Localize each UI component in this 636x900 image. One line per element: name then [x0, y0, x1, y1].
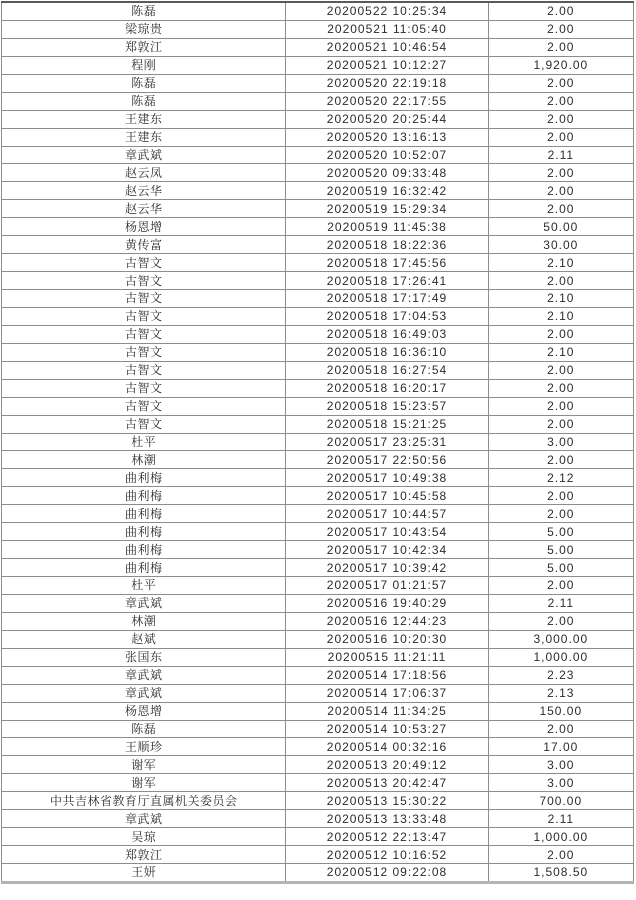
timestamp-cell: 20200518 16:36:10	[286, 343, 488, 361]
payer-name-cell: 杨恩增	[2, 702, 286, 720]
payer-name-cell: 张国东	[2, 648, 286, 666]
table-row	[2, 684, 634, 702]
payer-name-cell: 梁琼贵	[2, 20, 286, 38]
timestamp-cell: 20200513 20:42:47	[286, 774, 488, 792]
payer-name-cell: 章武斌	[2, 684, 286, 702]
amount-cell: 2.00	[488, 379, 633, 397]
timestamp-cell: 20200521 10:46:54	[286, 38, 488, 56]
table-row	[2, 415, 634, 433]
timestamp-cell: 20200517 22:50:56	[286, 451, 488, 469]
timestamp-cell: 20200513 13:33:48	[286, 810, 488, 828]
amount-cell: 2.00	[488, 325, 633, 343]
payer-name-cell: 吴琼	[2, 828, 286, 846]
table-row	[2, 720, 634, 738]
timestamp-cell: 20200518 18:22:36	[286, 236, 488, 254]
timestamp-cell: 20200517 23:25:31	[286, 433, 488, 451]
table-row	[2, 505, 634, 523]
timestamp-cell: 20200517 10:49:38	[286, 469, 488, 487]
timestamp-cell: 20200514 00:32:16	[286, 738, 488, 756]
table-row	[2, 343, 634, 361]
payer-name-cell: 郑敦江	[2, 846, 286, 864]
payer-name-cell: 曲利梅	[2, 469, 286, 487]
payer-name-cell: 曲利梅	[2, 505, 286, 523]
payer-name-cell: 古智文	[2, 325, 286, 343]
table-row	[2, 272, 634, 290]
table-row	[2, 146, 634, 164]
timestamp-cell: 20200520 10:52:07	[286, 146, 488, 164]
payer-name-cell: 王建东	[2, 110, 286, 128]
table-row	[2, 541, 634, 559]
table-row	[2, 433, 634, 451]
table-row	[2, 451, 634, 469]
payer-name-cell: 章武斌	[2, 594, 286, 612]
table-row	[2, 864, 634, 883]
table-row	[2, 397, 634, 415]
timestamp-cell: 20200512 10:16:52	[286, 846, 488, 864]
amount-cell: 2.00	[488, 451, 633, 469]
payer-name-cell: 林潮	[2, 451, 286, 469]
amount-cell: 2.10	[488, 254, 633, 272]
table-row	[2, 74, 634, 92]
timestamp-cell: 20200516 12:44:23	[286, 612, 488, 630]
timestamp-cell: 20200517 01:21:57	[286, 577, 488, 595]
timestamp-cell: 20200514 17:18:56	[286, 666, 488, 684]
payer-name-cell: 古智文	[2, 290, 286, 308]
payer-name-cell: 章武斌	[2, 146, 286, 164]
amount-cell: 2.11	[488, 810, 633, 828]
table-row	[2, 20, 634, 38]
payer-name-cell: 古智文	[2, 361, 286, 379]
table-row	[2, 307, 634, 325]
payer-name-cell: 章武斌	[2, 666, 286, 684]
table-row	[2, 469, 634, 487]
payer-name-cell: 谢军	[2, 774, 286, 792]
payer-name-cell: 古智文	[2, 415, 286, 433]
timestamp-cell: 20200518 16:49:03	[286, 325, 488, 343]
amount-cell: 2.12	[488, 469, 633, 487]
table-row	[2, 612, 634, 630]
table-row	[2, 792, 634, 810]
amount-cell: 2.10	[488, 343, 633, 361]
timestamp-cell: 20200512 09:22:08	[286, 864, 488, 883]
payer-name-cell: 黄传富	[2, 236, 286, 254]
payer-name-cell: 陈磊	[2, 2, 286, 20]
timestamp-cell: 20200515 11:21:11	[286, 648, 488, 666]
payer-name-cell: 曲利梅	[2, 559, 286, 577]
timestamp-cell: 20200518 17:04:53	[286, 307, 488, 325]
table-row	[2, 290, 634, 308]
timestamp-cell: 20200517 10:42:34	[286, 541, 488, 559]
timestamp-cell: 20200514 17:06:37	[286, 684, 488, 702]
table-row	[2, 666, 634, 684]
table-row	[2, 594, 634, 612]
table-row	[2, 200, 634, 218]
amount-cell: 2.00	[488, 505, 633, 523]
table-row	[2, 648, 634, 666]
table-row	[2, 92, 634, 110]
table-row	[2, 846, 634, 864]
payer-name-cell: 赵云凤	[2, 164, 286, 182]
table-row	[2, 828, 634, 846]
amount-cell: 2.00	[488, 38, 633, 56]
table-row	[2, 630, 634, 648]
timestamp-cell: 20200522 10:25:34	[286, 2, 488, 20]
amount-cell: 2.00	[488, 720, 633, 738]
payer-name-cell: 古智文	[2, 254, 286, 272]
table-row	[2, 110, 634, 128]
table-row	[2, 379, 634, 397]
payer-name-cell: 王妍	[2, 864, 286, 883]
amount-cell: 2.00	[488, 182, 633, 200]
timestamp-cell: 20200517 10:44:57	[286, 505, 488, 523]
amount-cell: 1,000.00	[488, 648, 633, 666]
payer-name-cell: 杨恩增	[2, 218, 286, 236]
amount-cell: 2.00	[488, 361, 633, 379]
amount-cell: 30.00	[488, 236, 633, 254]
table-row	[2, 254, 634, 272]
amount-cell: 2.00	[488, 487, 633, 505]
table-body	[2, 2, 634, 882]
table-row	[2, 810, 634, 828]
payer-name-cell: 赵云华	[2, 182, 286, 200]
amount-cell: 2.10	[488, 307, 633, 325]
timestamp-cell: 20200518 17:45:56	[286, 254, 488, 272]
amount-cell: 2.00	[488, 92, 633, 110]
amount-cell: 1,508.50	[488, 864, 633, 883]
payer-name-cell: 陈磊	[2, 92, 286, 110]
amount-cell: 2.10	[488, 290, 633, 308]
table-row	[2, 702, 634, 720]
amount-cell: 2.11	[488, 146, 633, 164]
table-row	[2, 487, 634, 505]
amount-cell: 2.00	[488, 612, 633, 630]
timestamp-cell: 20200516 10:20:30	[286, 630, 488, 648]
amount-cell: 17.00	[488, 738, 633, 756]
timestamp-cell: 20200520 22:17:55	[286, 92, 488, 110]
amount-cell: 2.23	[488, 666, 633, 684]
timestamp-cell: 20200519 15:29:34	[286, 200, 488, 218]
amount-cell: 2.00	[488, 128, 633, 146]
timestamp-cell: 20200514 10:53:27	[286, 720, 488, 738]
payer-name-cell: 杜平	[2, 433, 286, 451]
amount-cell: 3.00	[488, 756, 633, 774]
amount-cell: 2.00	[488, 415, 633, 433]
payer-name-cell: 程刚	[2, 56, 286, 74]
timestamp-cell: 20200517 10:39:42	[286, 559, 488, 577]
payer-name-cell: 林潮	[2, 612, 286, 630]
table-row	[2, 756, 634, 774]
payer-name-cell: 中共吉林省教育厅直属机关委员会	[2, 792, 286, 810]
payer-name-cell: 曲利梅	[2, 541, 286, 559]
timestamp-cell: 20200520 13:16:13	[286, 128, 488, 146]
timestamp-cell: 20200517 10:45:58	[286, 487, 488, 505]
transactions-table	[1, 1, 634, 884]
timestamp-cell: 20200518 15:23:57	[286, 397, 488, 415]
payer-name-cell: 陈磊	[2, 74, 286, 92]
timestamp-cell: 20200519 11:45:38	[286, 218, 488, 236]
table-row	[2, 738, 634, 756]
amount-cell: 1,920.00	[488, 56, 633, 74]
payer-name-cell: 郑敦江	[2, 38, 286, 56]
payer-name-cell: 赵云华	[2, 200, 286, 218]
timestamp-cell: 20200518 17:26:41	[286, 272, 488, 290]
amount-cell: 2.00	[488, 164, 633, 182]
payer-name-cell: 古智文	[2, 397, 286, 415]
amount-cell: 2.00	[488, 2, 633, 20]
timestamp-cell: 20200517 10:43:54	[286, 523, 488, 541]
table-row	[2, 774, 634, 792]
timestamp-cell: 20200518 16:20:17	[286, 379, 488, 397]
amount-cell: 2.13	[488, 684, 633, 702]
amount-cell: 5.00	[488, 541, 633, 559]
payer-name-cell: 陈磊	[2, 720, 286, 738]
amount-cell: 2.00	[488, 74, 633, 92]
payer-name-cell: 谢军	[2, 756, 286, 774]
timestamp-cell: 20200513 20:49:12	[286, 756, 488, 774]
payer-name-cell: 章武斌	[2, 810, 286, 828]
timestamp-cell: 20200518 16:27:54	[286, 361, 488, 379]
table-row	[2, 236, 634, 254]
table-row	[2, 325, 634, 343]
amount-cell: 150.00	[488, 702, 633, 720]
amount-cell: 1,000.00	[488, 828, 633, 846]
timestamp-cell: 20200521 11:05:40	[286, 20, 488, 38]
timestamp-cell: 20200518 15:21:25	[286, 415, 488, 433]
amount-cell: 2.00	[488, 272, 633, 290]
timestamp-cell: 20200518 17:17:49	[286, 290, 488, 308]
table-row	[2, 523, 634, 541]
timestamp-cell: 20200512 22:13:47	[286, 828, 488, 846]
amount-cell: 3.00	[488, 433, 633, 451]
table-row	[2, 38, 634, 56]
table-row	[2, 128, 634, 146]
amount-cell: 2.00	[488, 846, 633, 864]
amount-cell: 2.00	[488, 110, 633, 128]
payer-name-cell: 古智文	[2, 307, 286, 325]
timestamp-cell: 20200516 19:40:29	[286, 594, 488, 612]
payer-name-cell: 王建东	[2, 128, 286, 146]
amount-cell: 2.00	[488, 200, 633, 218]
table-row	[2, 2, 634, 20]
amount-cell: 5.00	[488, 559, 633, 577]
amount-cell: 2.00	[488, 20, 633, 38]
table-row	[2, 559, 634, 577]
payer-name-cell: 赵斌	[2, 630, 286, 648]
amount-cell: 2.00	[488, 577, 633, 595]
timestamp-cell: 20200521 10:12:27	[286, 56, 488, 74]
amount-cell: 700.00	[488, 792, 633, 810]
table-row	[2, 164, 634, 182]
payer-name-cell: 杜平	[2, 577, 286, 595]
table-row	[2, 56, 634, 74]
table-row	[2, 577, 634, 595]
timestamp-cell: 20200520 09:33:48	[286, 164, 488, 182]
amount-cell: 3.00	[488, 774, 633, 792]
timestamp-cell: 20200520 20:25:44	[286, 110, 488, 128]
amount-cell: 50.00	[488, 218, 633, 236]
payer-name-cell: 古智文	[2, 343, 286, 361]
timestamp-cell: 20200513 15:30:22	[286, 792, 488, 810]
table-row	[2, 218, 634, 236]
payer-name-cell: 曲利梅	[2, 487, 286, 505]
amount-cell: 5.00	[488, 523, 633, 541]
payer-name-cell: 曲利梅	[2, 523, 286, 541]
timestamp-cell: 20200519 16:32:42	[286, 182, 488, 200]
timestamp-cell: 20200520 22:19:18	[286, 74, 488, 92]
amount-cell: 2.11	[488, 594, 633, 612]
payer-name-cell: 古智文	[2, 379, 286, 397]
amount-cell: 3,000.00	[488, 630, 633, 648]
payer-name-cell: 王顺珍	[2, 738, 286, 756]
amount-cell: 2.00	[488, 397, 633, 415]
table-row	[2, 182, 634, 200]
payer-name-cell: 古智文	[2, 272, 286, 290]
table-row	[2, 361, 634, 379]
timestamp-cell: 20200514 11:34:25	[286, 702, 488, 720]
